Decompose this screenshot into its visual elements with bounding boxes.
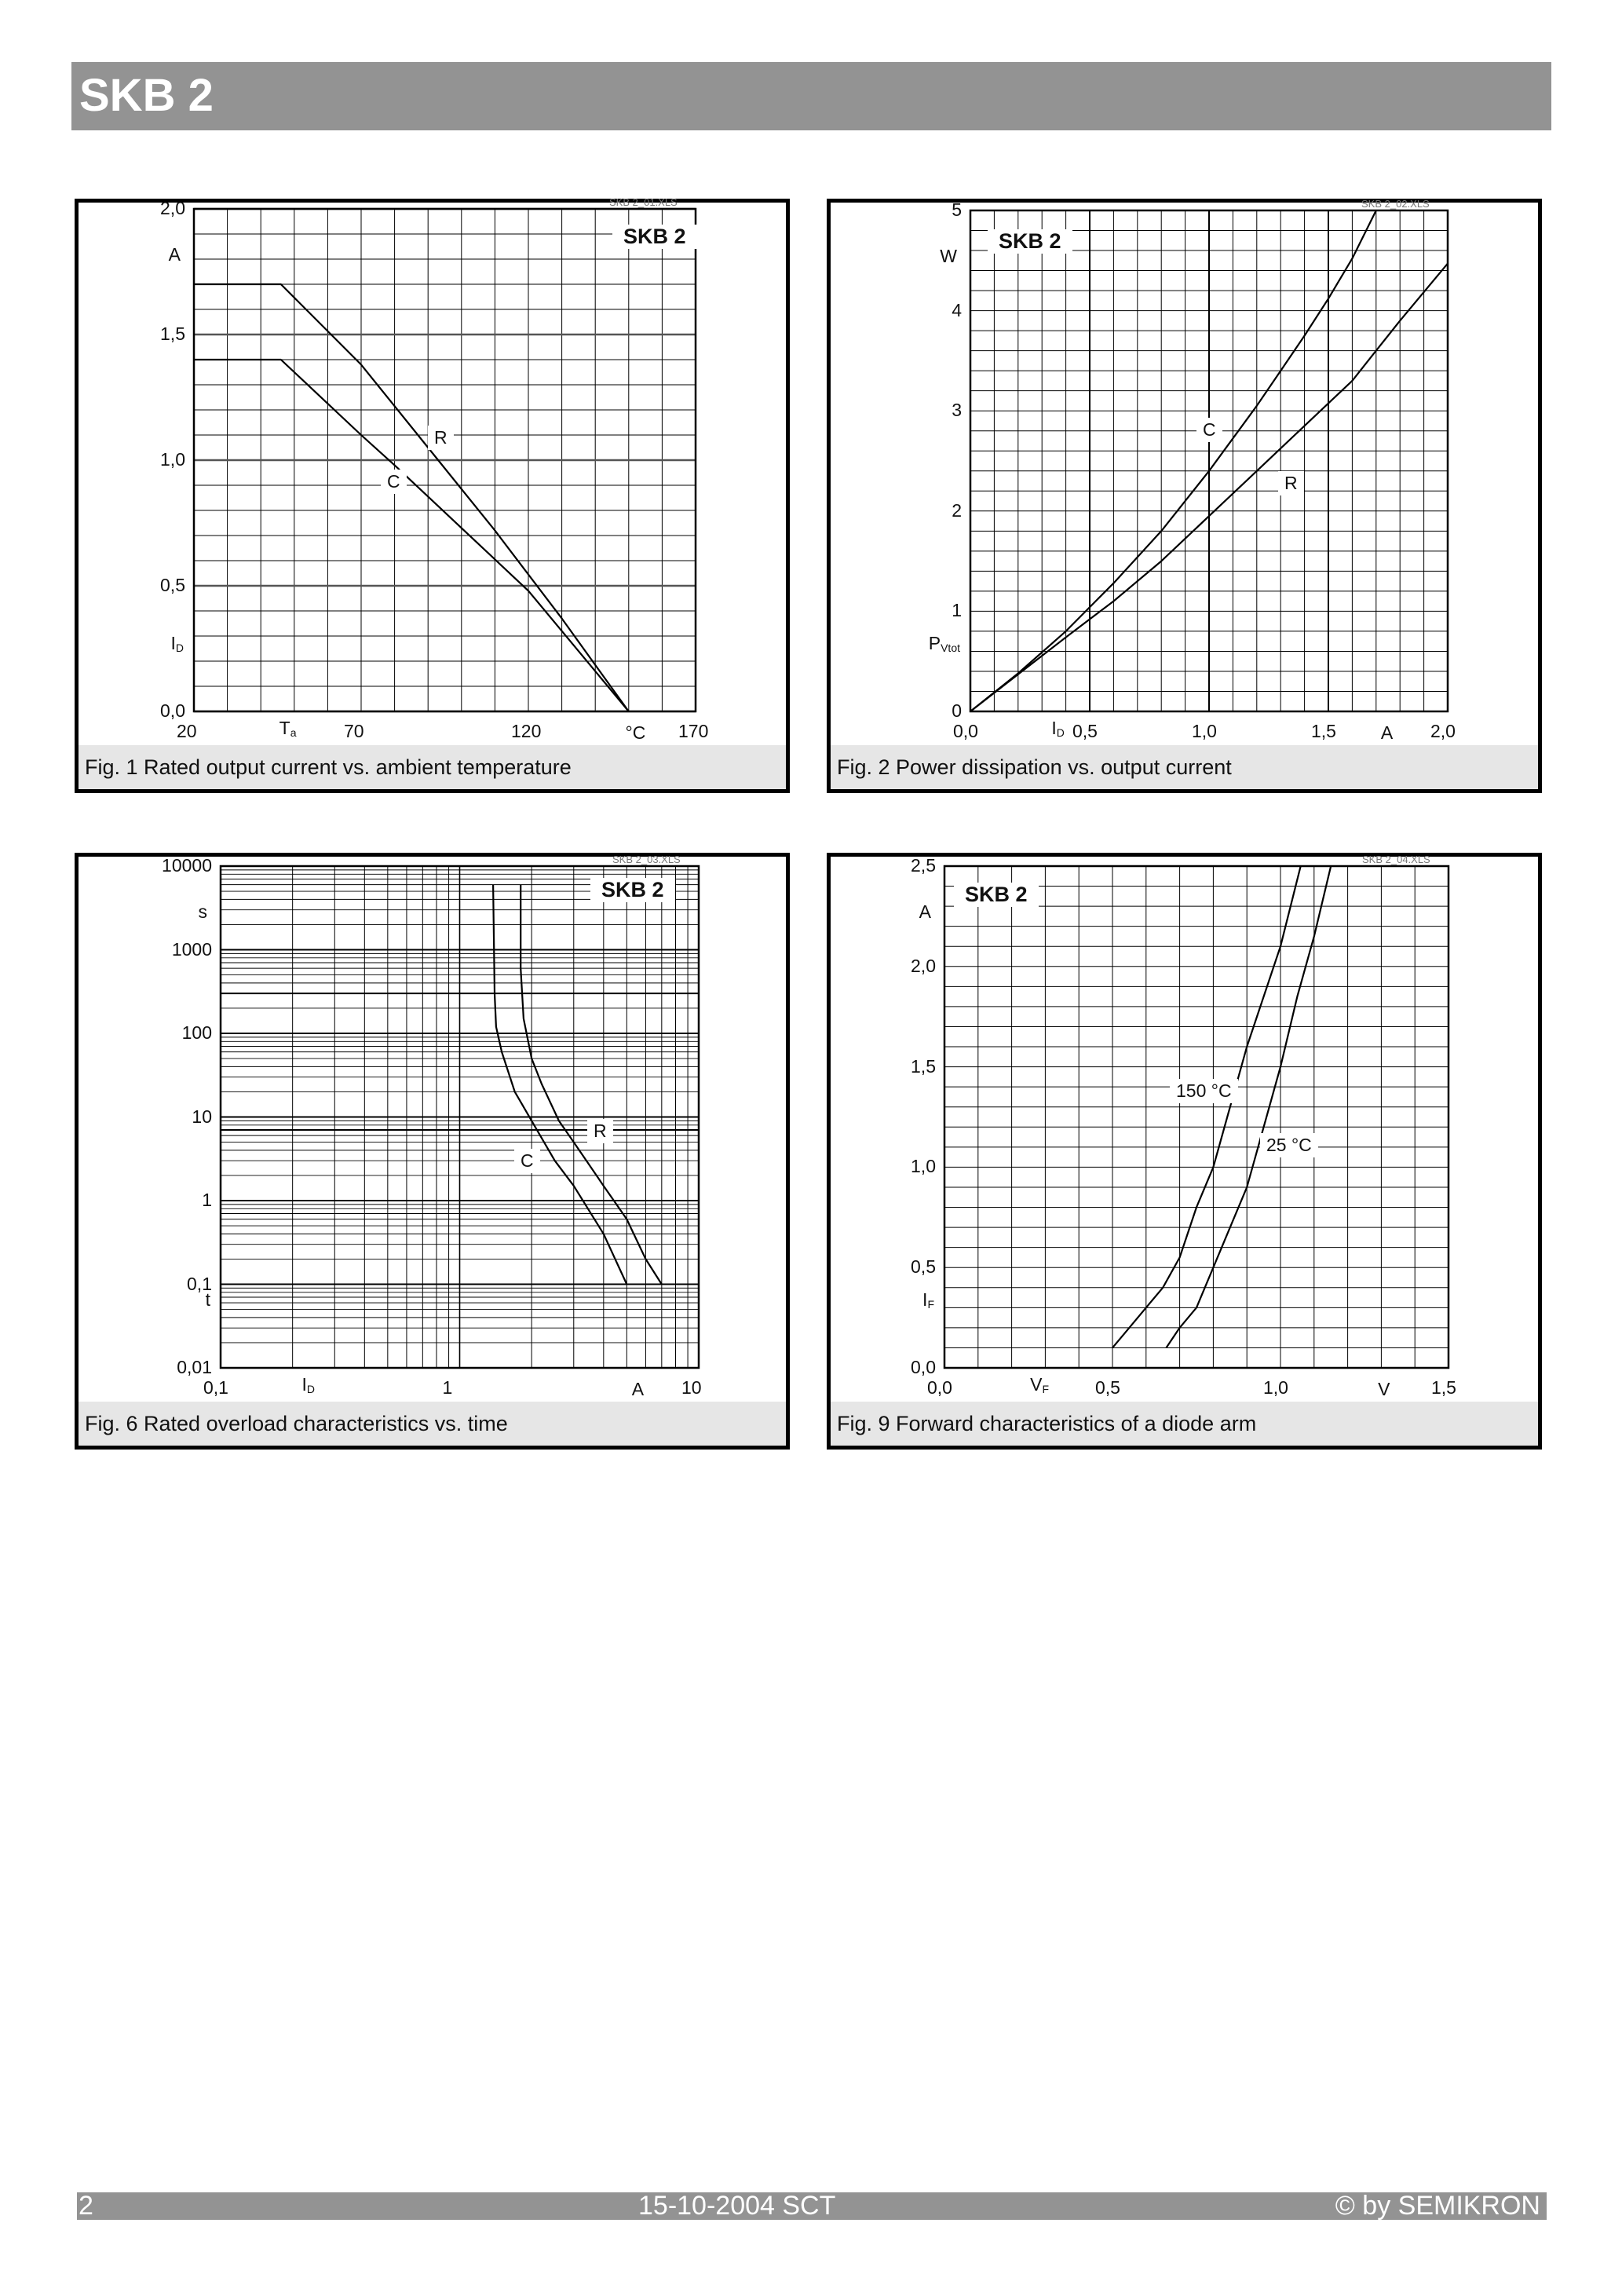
y-tick-label: 0,0 [911,1357,936,1377]
y-unit-label: W [940,246,957,266]
y-tick-label: 4 [952,299,962,320]
y-axis-symbol: $I_D$ [170,633,184,654]
x-unit-label: A [631,1379,645,1399]
x-tick-label: 1,0 [1263,1377,1288,1398]
file-name-label: SKB 2_02.XLS [1361,198,1430,210]
y-tick-label: 1,0 [160,449,185,470]
x-tick-label: 170 [678,721,709,741]
curve-label: R [428,426,454,450]
y-tick-label: 0,0 [160,700,185,721]
y-tick-label: 0,1 [187,1273,212,1294]
x-tick-label: 0,1 [203,1377,228,1398]
footer-date: 15-10-2004 SCT [638,2191,836,2221]
curve-R [521,885,662,1285]
file-name-label: SKB 2_03.XLS [612,854,681,865]
y-unit-label: A [168,244,181,265]
y-tick-label: 1,5 [911,1055,936,1077]
y-tick-label: 2,5 [911,855,936,876]
x-unit-label: V [1378,1379,1390,1399]
file-name-label: SKB 2_04.XLS [1362,854,1430,865]
figure-caption: Fig. 9 Forward characteristics of a diode arm [831,1402,1538,1446]
x-tick-label: 120 [511,721,542,741]
x-unit-label: A [1380,722,1394,743]
y-tick-label: 10 [192,1106,212,1127]
y-tick-label: 0,5 [911,1256,936,1278]
x-axis-symbol: $I_D$ [301,1374,316,1395]
figure-panel-fig6 [75,853,790,1450]
figure-caption: Fig. 2 Power dissipation vs. output current [831,745,1538,789]
x-tick-label: 20 [177,721,197,741]
y-tick-label: 1 [952,600,962,621]
y-tick-label: 2 [952,499,962,521]
y-tick-label: 2,0 [911,955,936,976]
y-tick-label: 100 [181,1022,212,1043]
y-tick-label: 0,5 [160,575,185,595]
y-axis-symbol: $I_F$ [922,1289,934,1311]
x-tick-label: 1 [442,1377,453,1398]
x-tick-label: 1,5 [1431,1377,1456,1398]
curve-C [970,210,1376,711]
x-axis-symbol: $I_D$ [1051,718,1065,739]
x-tick-label: 1,5 [1311,721,1336,741]
page-title: SKB 2 [79,70,214,121]
y-tick-label: 5 [952,199,962,220]
x-unit-label: °C [625,722,646,743]
file-name-label: SKB 2_01.XLS [609,196,678,208]
curve-label: 25 °C [1260,1133,1318,1157]
x-axis-symbol: $V_F$ [1030,1374,1050,1395]
figure-caption: Fig. 6 Rated overload characteristics vs. time [79,1402,786,1446]
y-axis-symbol: $P_{Vtot}$ [928,633,960,654]
y-tick-label: 1,5 [160,324,185,344]
y-tick-label: 10000 [162,855,212,876]
x-tick-label: 10 [681,1377,702,1398]
curve-label: C [381,470,407,494]
figure-panel-fig9 [827,853,1542,1450]
chart-plot [831,857,1537,1453]
x-tick-label: 2,0 [1430,721,1456,741]
curve-label: R [587,1119,613,1143]
figure-caption: Fig. 1 Rated output current vs. ambient temperature [79,745,786,789]
chart-plot [831,203,1537,799]
y-axis-symbol: t [205,1289,210,1310]
header-bar [71,62,1551,130]
y-tick-label: 2,0 [160,198,185,218]
x-tick-label: 0,0 [953,721,978,741]
brand-label: SKB 2 [612,225,697,249]
y-tick-label: 1 [202,1190,212,1210]
curve-label: 150 °C [1170,1079,1238,1103]
y-tick-label: 0 [952,700,962,721]
y-tick-label: 0,01 [177,1357,212,1377]
brand-label: SKB 2 [954,883,1039,907]
brand-label: SKB 2 [590,878,675,902]
brand-label: SKB 2 [988,229,1072,254]
y-unit-label: s [198,901,207,922]
x-tick-label: 0,5 [1072,721,1098,741]
curve-label: R [1278,471,1304,495]
curve-R [194,284,629,711]
footer-copyright: © by SEMIKRON [1335,2191,1540,2221]
x-tick-label: 70 [344,721,364,741]
figure-panel-fig1 [75,196,790,793]
y-unit-label: A [919,901,931,922]
y-tick-label: 3 [952,400,962,421]
figure-panel-fig2 [827,199,1542,793]
y-tick-label: 1000 [171,938,212,960]
curve-label: C [1196,418,1222,442]
x-axis-symbol: $T_a$ [279,718,297,739]
x-tick-label: 0,5 [1095,1377,1120,1398]
curve-label: C [514,1149,540,1173]
x-tick-label: 0,0 [927,1377,952,1398]
y-tick-label: 1,0 [911,1156,936,1177]
x-tick-label: 1,0 [1192,721,1217,741]
curve-C [493,885,627,1285]
footer-bar [77,2192,1547,2220]
page-number: 2 [79,2191,93,2221]
